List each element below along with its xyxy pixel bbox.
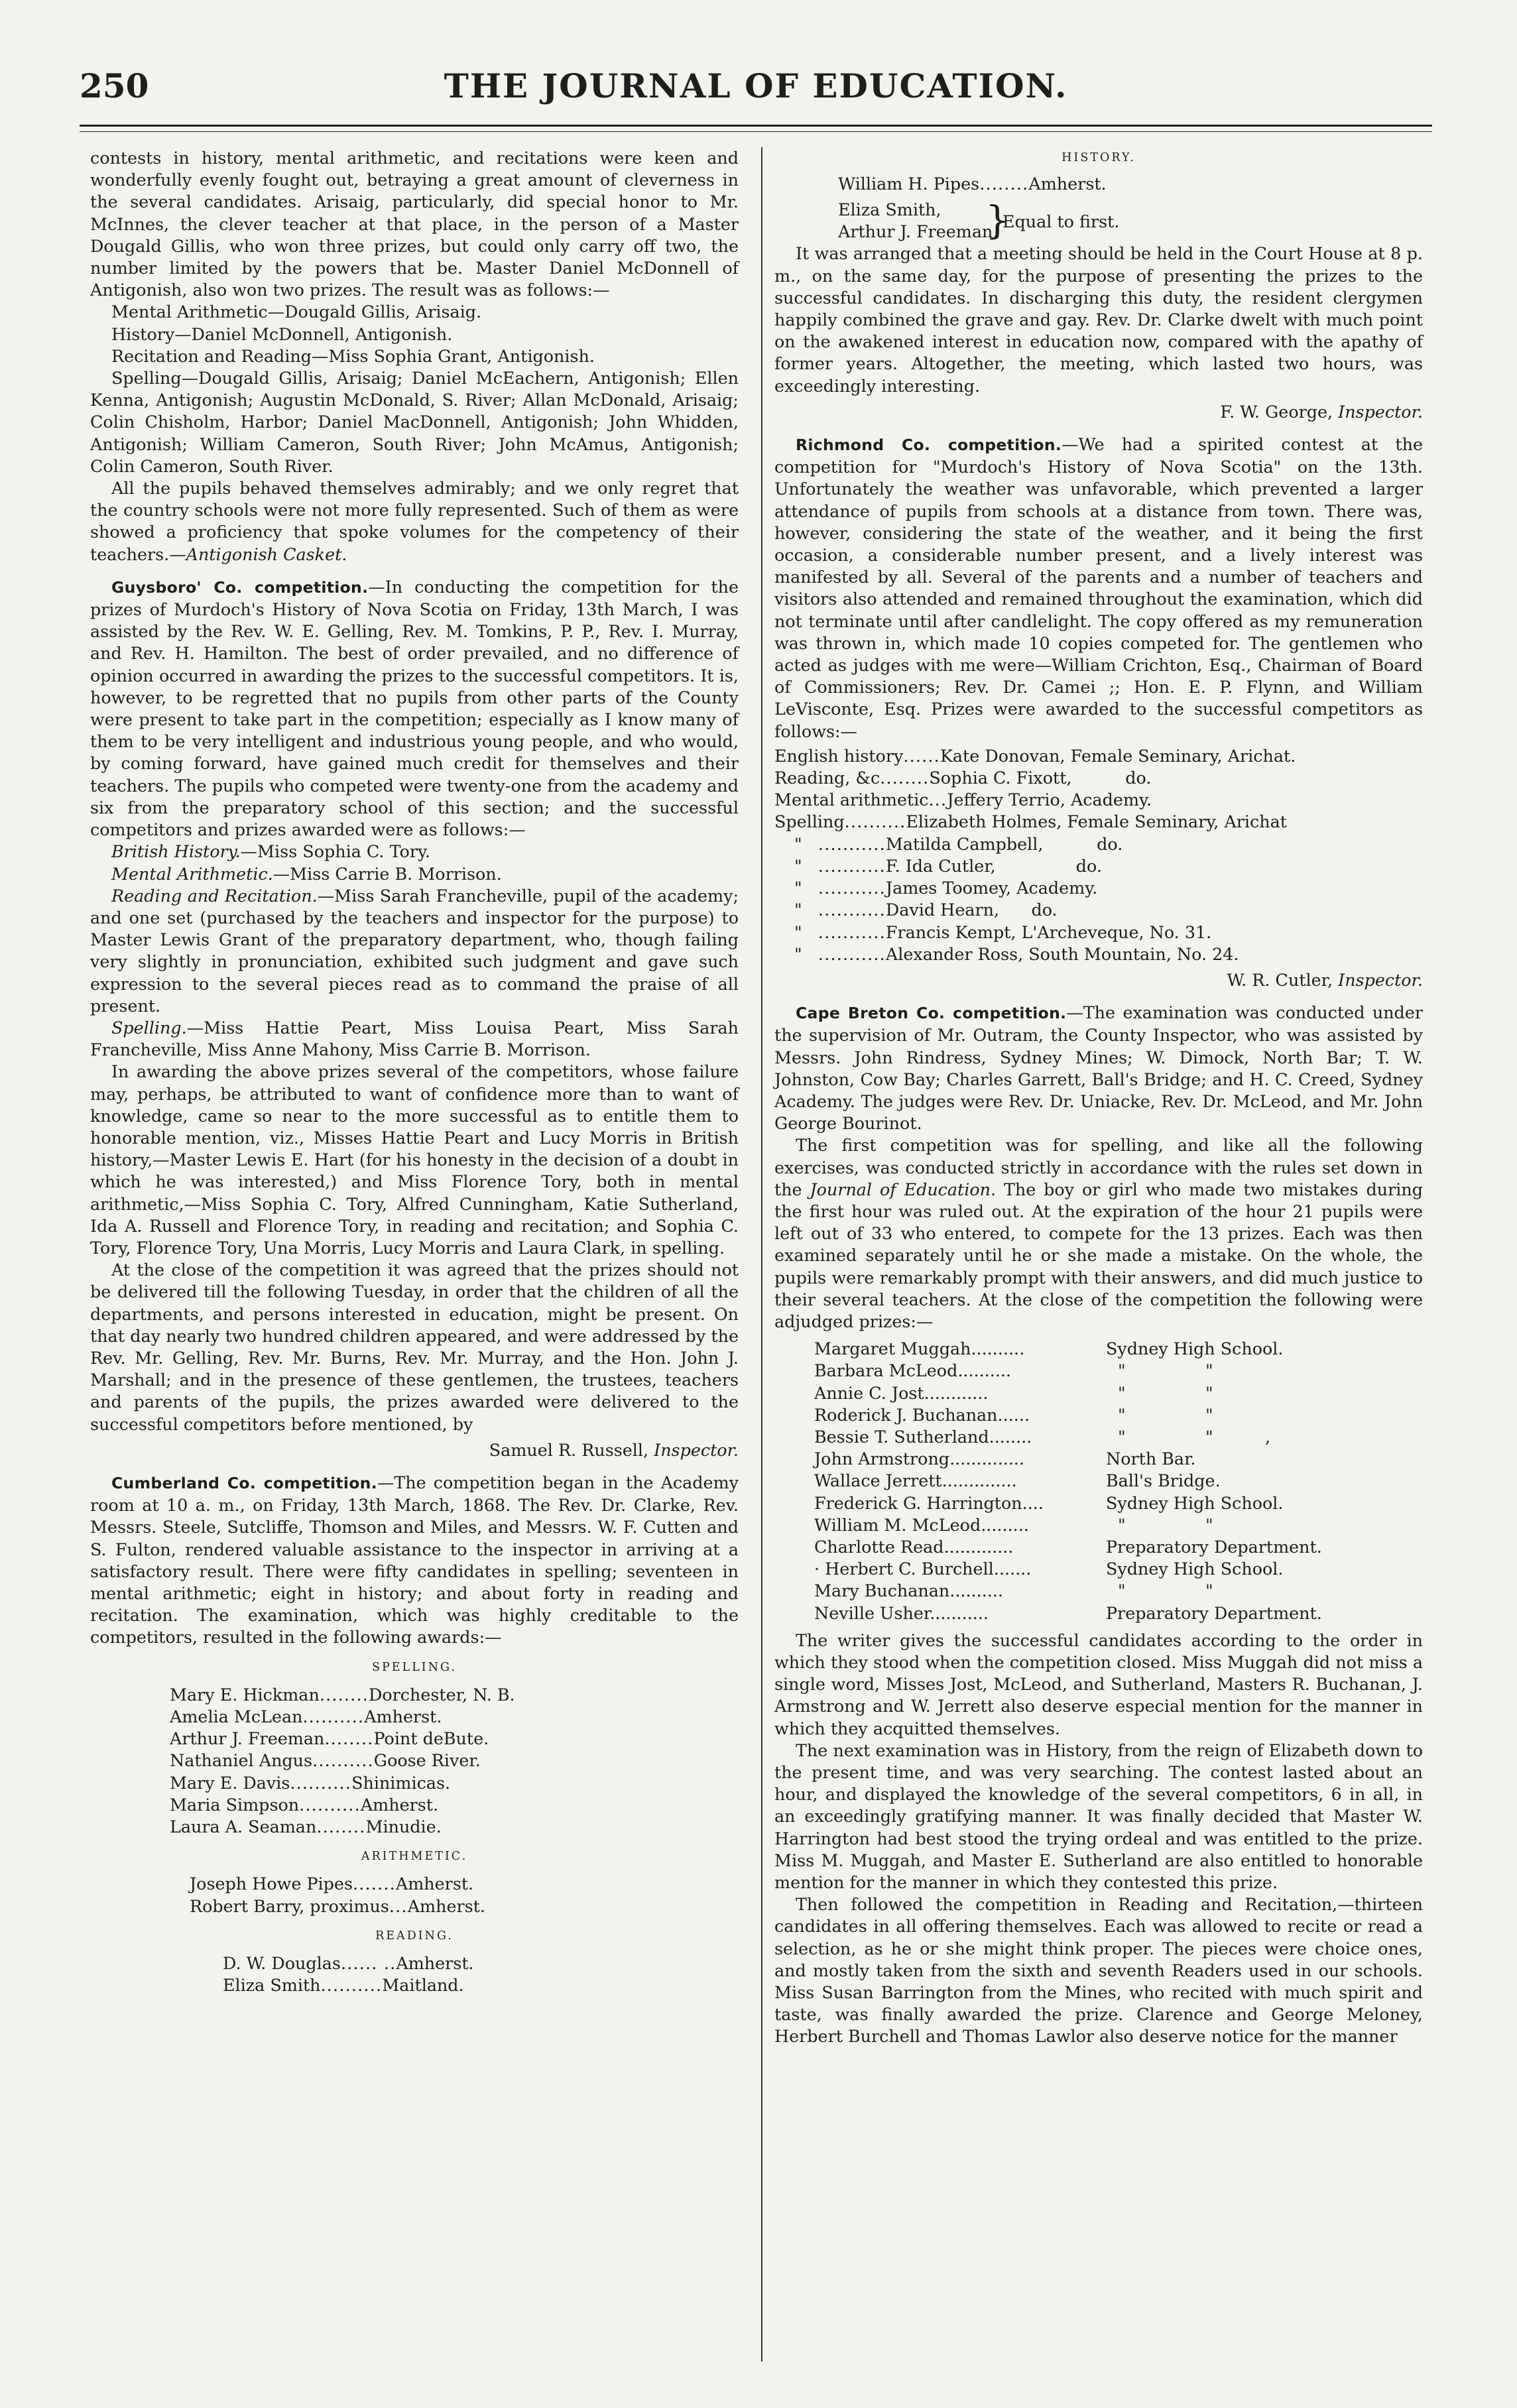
award-mental-arithmetic: —Miss Carrie B. Morrison. [273, 863, 502, 884]
list-item: William H. Pipes ........ Amherst. [838, 174, 1107, 194]
antigonish-intro: contests in history, mental arithmetic, and recitations were keen and wonderfully evenly fought out, betraying a great amount of cleverness in the several candidates. Arisaig, particularly, did special honor to Mr. McInnes, the clever teacher at that place, in the person of a Master Dougald Gillis, who won three prizes, but could only carry off two, the number limited by the powers that be. Master Daniel McDonnell of Antigonish, also won two prizes. The result was as follows:— [90, 148, 739, 300]
cape-breton-prize-list: Margaret Muggah.......... Sydney High School. Barbara McLeod.......... " " Annie C. Jost............ " " Roderick J. Buchanan...... " " Bessie T. Sutherland........ " " , John Armstrong.............. North Bar. Wallace Jerrett.............. Ball's Bridge. Frederick G. Harrington.... Sydney High School. William M. McLeod......... " " Charlotte Read............. Preparatory Department. · Herbert C. Burchell....... Sydney High School. Mary Buchanan.......... " " Neville Usher........... Preparatory Department. [814, 1338, 1423, 1624]
antigonish-closing [90, 477, 739, 566]
cumberland-signature [774, 401, 1423, 423]
richmond-section [774, 434, 1423, 991]
richmond-list [774, 745, 1423, 965]
list-item: John Armstrong.............. [814, 1449, 1025, 1469]
richmond-signature [774, 969, 1423, 991]
richmond-para: —We had a spirited contest at the competition for "Murdoch's History of Nova Scotia" on the 13th. Unfortunately the weather was unfavorable, which prevented a larger attendance of pupils from schools at a distance from town. There was, however, considering the state of the weather, and it being the first occasion, a considerable number present, and a lively interest was manifested by all. Several of the parents and a number of teachers and visitors also attended and remained throughout the examination, which did not terminate until after candlelight. The copy offered as my remuneration was thrown in, which made 10 copies competed for. The gentlemen who acted as judges with me were—William Crichton, Esq., Chairman of Board of Commissioners; Rev. Dr. Camei ;; Hon. E. P. Flynn, and William LeVisconte, Esq. Prizes were awarded to the successful competitors as follows:— [774, 434, 1423, 741]
award-label-spelling: Spelling. [111, 1017, 187, 1038]
award-reading: —Miss Sarah Francheville, pupil of the academy; and one set (purchased by the teachers and inspector for the purpose) to Master Lewis Grant of the preparatory department, who, though failing very slightly in pronunciation, exhibited such judgment and gave such expression to the several pieces read as to command the praise of all present. [90, 885, 739, 1016]
journal-reference: Journal of Education [810, 1179, 991, 1199]
signature-name: W. R. Cutler, [1227, 969, 1333, 990]
list-item: Eliza Smith .......... Maitland. [223, 1975, 464, 1996]
list-item: Nathaniel Angus .......... Goose River. [170, 1750, 481, 1771]
guysboro-section [90, 576, 739, 1461]
guysboro-signature [90, 1439, 739, 1461]
guysboro-para-3: At the close of the competition it was agreed that the prizes should not be delivered till the following Tuesday, in order that the children of all the departments, and persons interested in education, might be present. On that day nearly two hundred children appeared, and were addressed by the Rev. Mr. Gelling, Rev. Mr. Burns, Rev. Mr. Murray, and the Hon. John J. Marshall; and in the presence of these gentlemen, the trustees, teachers and parents of the pupils, the prizes awarded were delivered to the successful competitors before mentioned, by [90, 1260, 739, 1434]
closing-text: All the pupils behaved themselves admirably; and we only regret that the country schools were not more fully represented. Such of them as were showed a proficiency that spoke volumes for the competency of their teachers.— [90, 478, 739, 564]
list-item: Mary E. Hickman ........ Dorchester, N. B. [170, 1684, 515, 1705]
list-item: Bessie T. Sutherland........ [814, 1426, 1032, 1447]
cumberland-meeting-para: It was arranged that a meeting should be held in the Court House at 8 p. m., on the same day, for the purpose of presenting the prizes to the successful candidates. In discharging this duty, the resident clergymen happily combined the grave and gay. Rev. Dr. Clarke dwelt with much point on the awakened interest in education now, compared with the apathy of former years. Altogether, the meeting, which lasted two hours, was exceedingly interesting. [774, 243, 1423, 396]
page-number: 250 [80, 66, 149, 105]
reading-heading: READING. [375, 1929, 454, 1943]
signature-role: Inspector. [1338, 401, 1423, 422]
list-item: Arthur J. Freeman, [838, 221, 999, 242]
arithmetic-list [190, 1873, 739, 1917]
cumberland-para: —The competition began in the Academy room at 10 a. m., on Friday, 13th March, 1868. The Rev. Dr. Clarke, Rev. Messrs. Steele, Sutcliffe, Thomson and Miles, and Messrs. W. F. Cutten and S. Fulton, rendered valuable assistance to the inspector in arriving at a satisfactory result. There were fifty candidates in spelling; seventeen in mental arithmetic; eight in history; and about forty in reading and recitation. The examination, which was highly creditable to the competitors, resulted in the following awards:— [90, 1472, 739, 1648]
award-british-history: —Miss Sophia C. Tory. [240, 841, 431, 862]
list-item: Mary Buchanan.......... [814, 1581, 1003, 1601]
list-item: English history ...... Kate Donovan, Female Seminary, Arichat. [774, 745, 1296, 766]
journal-title: THE JOURNAL OF EDUCATION. [444, 66, 1068, 105]
spelling-heading: SPELLING. [372, 1660, 457, 1674]
award-label-reading: Reading and Recitation. [111, 885, 318, 906]
result-history: History—Daniel McDonnell, Antigonish. [111, 324, 453, 344]
list-item: D. W. Douglas ...... .. Amherst. [223, 1953, 474, 1974]
cape-breton-para-3: The writer gives the successful candidates according to the order in which they stood when the competition closed. Miss Muggah did not miss a single word, Misses Jost, McLeod, and Sutherland, Masters R. Buchanan, J. Armstrong and W. Jerrett also deserve especial mention for the manner in which they acquitted themselves. [774, 1630, 1423, 1738]
list-item: Charlotte Read............. [814, 1536, 1014, 1557]
list-item: Laura A. Seaman ........ Minudie. [170, 1817, 442, 1837]
history-equal-group [838, 199, 1423, 243]
list-item: Frederick G. Harrington.... [814, 1492, 1044, 1513]
cape-breton-para-2: The first competition was for spelling, and like all the following exercises, was conducted strictly in accordance with the rules set down in the Journal of Education. The boy or girl who made two mistakes during the first hour was ruled out. At the expiration of the hour 21 pupils were left out of 33 who entered, to compete for the 13 prizes. Each was then examined separately until he or she made a mistake. On the whole, the pupils were remarkably prompt with their answers, and did much justice to their several teachers. At the close of the competition the following were adjudged prizes:— [774, 1135, 1423, 1331]
list-item: Spelling .......... Elizabeth Holmes, Female Seminary, Arichat [774, 812, 1287, 832]
list-item: Robert Barry, proximus ... Amherst. [190, 1896, 485, 1916]
source-credit: Antigonish Casket. [186, 544, 347, 564]
page-header [80, 66, 1432, 118]
award-label-british-history: British History. [111, 841, 241, 862]
signature-role: Inspector. [654, 1439, 739, 1460]
list-item: Mary E. Davis .......... Shinimicas. [170, 1772, 451, 1793]
list-item: " ........... F. Ida Cutler, do. [794, 855, 1102, 876]
list-item: Wallace Jerrett.............. [814, 1471, 1017, 1491]
cape-breton-para-4: The next examination was in History, from the reign of Elizabeth down to the present time, and was very searching. The contest lasted about an hour, and displayed the knowledge of the several competitors, 6 in all, in an exceedingly gratifying manner. It was finally decided that Master W. Harrington had best stood the trying ordeal and was entitled to the prize. Miss M. Muggah, and Master E. Sutherland are also entitled to honorable mention for the manner in which they contested this prize. [774, 1740, 1423, 1893]
list-item: Roderick J. Buchanan...... [814, 1404, 1030, 1425]
list-item: Amelia McLean .......... Amherst. [170, 1707, 442, 1727]
signature-name: Samuel R. Russell, [489, 1439, 649, 1460]
list-item: William M. McLeod......... [814, 1514, 1029, 1535]
cape-breton-para-1: —The examination was conducted under the supervision of Mr. Outram, the County Inspector, who was assisted by Messrs. John Rindress, Sydney Mines; W. Dimock, North Bar; T. W. Johnston, Cow Bay; Charles Garrett, Ball's Bridge; and H. C. Creed, Sydney Academy. The judges were Rev. Dr. Uniacke, Rev. Dr. McLeod, and Mr. John George Bourinot. [774, 1002, 1423, 1134]
cape-breton-para-5: Then followed the competition in Reading and Recitation,—thirteen candidates in all offering themselves. Each was allowed to recite or read a selection, as he or she might think proper. The pieces were choice ones, and mostly taken from the sixth and seventh Readers used in our schools. Miss Susan Barrington from the Mines, who recited with much spirit and taste, was finally awarded the prize. Clarence and George Meloney, Herbert Burchell and Thomas Lawlor also deserve notice for the manner [774, 1894, 1423, 2047]
guysboro-title: Guysboro' Co. competition. [111, 577, 369, 597]
cumberland-title: Cumberland Co. competition. [111, 1473, 377, 1492]
award-spelling: —Miss Hattie Peart, Miss Louisa Peart, Miss Sarah Francheville, Miss Anne Mahony, Miss Carrie B. Morrison. [90, 1017, 739, 1060]
list-item: " ........... Alexander Ross, South Mountain, No. 24. [794, 943, 1239, 964]
list-item: Barbara McLeod.......... [814, 1360, 1012, 1381]
arithmetic-heading: ARITHMETIC. [361, 1850, 468, 1864]
equal-note: Equal to first. [1002, 211, 1120, 232]
guysboro-para-2: In awarding the above prizes several of the competitors, whose failure may, perhaps, be attributed to want of confidence more than to want of knowledge, came so near to the more successful as to entitle them to honorable mention, viz., Misses Hattie Peart and Lucy Morris in British history,—Master Lewis E. Hart (for his honesty in the decision of a doubt in which he was interested,) and Miss Florence Tory, both in mental arithmetic,—Miss Sophia C. Tory, Alfred Cunningham, Katie Sutherland, Ida A. Russell and Florence Tory, in reading and recitation; and Sophia C. Tory, Florence Tory, Una Morris, Lucy Morris and Laura Clark, in spelling. [90, 1061, 739, 1258]
history-list [838, 173, 1423, 195]
signature-role: Inspector. [1338, 969, 1423, 990]
result-spelling: Spelling—Dougald Gillis, Arisaig; Daniel McEachern, Antigonish; Ellen Kenna, Antigonish; Augustin McDonald, S. River; Allan McDonald, Arisaig; Colin Chisholm, Harbor; Daniel MacDonnell, Antigonish; John Whidden, Antigonish; William Cameron, South River; John McAmus, Antigonish; Colin Cameron, South River. [90, 368, 739, 476]
list-item: Neville Usher........... [814, 1602, 989, 1623]
list-item: Joseph Howe Pipes ....... Amherst. [190, 1874, 474, 1894]
richmond-title: Richmond Co. competition. [796, 436, 1062, 455]
list-item: Arthur J. Freeman ........ Point deBute. [170, 1728, 489, 1749]
award-label-mental-arithmetic: Mental Arithmetic. [111, 863, 273, 884]
header-rule [80, 125, 1432, 127]
list-item: " ........... James Toomey, Academy. [794, 878, 1098, 898]
list-item: Reading, &c ........ Sophia C. Fixott, do. [774, 768, 1152, 788]
list-item: Mental arithmetic ... Jeffery Terrio, Academy. [774, 790, 1152, 810]
cape-breton-section [774, 1002, 1423, 2048]
list-item: Maria Simpson .......... Amherst. [170, 1794, 439, 1815]
header-rule-thin [80, 131, 1432, 132]
brace-glyph: } [985, 198, 1010, 243]
cumberland-section [90, 1472, 739, 1996]
result-mental-arithmetic: Mental Arithmetic—Dougald Gillis, Arisaig. [111, 302, 482, 322]
reading-list [223, 1953, 739, 1996]
list-item: Eliza Smith, [838, 200, 941, 220]
guysboro-para-1: —In conducting the competition for the prizes of Murdoch's History of Nova Scotia on Friday, 13th March, I was assisted by the Rev. W. E. Gelling, Rev. M. Tomkins, P. P., Rev. I. Murray, and Rev. H. Hamilton. The best of order prevailed, and no difference of opinion occurred in awarding the prizes to the successful competitors. It is, however, to be regretted that no pupils from other parts of the County were present to take part in the competition; especially as I know many of them to be very intelligent and industrious young people, and who would, by coming forward, have gained much credit for themselves and their teachers. The pupils who competed were twenty-one from the academy and six from the preparatory school of this section; and the successful competitors and prizes awarded were as follows:— [90, 576, 739, 840]
list-item: " ........... Francis Kempt, L'Archeveque, No. 31. [794, 922, 1212, 942]
column-divider [761, 147, 762, 2362]
signature-name: F. W. George, [1220, 401, 1333, 422]
cape-breton-title: Cape Breton Co. competition. [796, 1004, 1067, 1023]
result-recitation: Recitation and Reading—Miss Sophia Grant, Antigonish. [111, 345, 595, 366]
right-column [774, 147, 1423, 2048]
list-item: " ........... David Hearn, do. [794, 900, 1058, 920]
list-item: Margaret Muggah.......... [814, 1339, 1025, 1359]
spelling-list [170, 1684, 739, 1838]
left-column [90, 147, 739, 2000]
list-item: · Herbert C. Burchell....... [814, 1559, 1032, 1579]
list-item: Annie C. Jost............ [814, 1382, 989, 1403]
history-heading: HISTORY. [1062, 151, 1136, 164]
list-item: " ........... Matilda Campbell, do. [794, 833, 1123, 854]
